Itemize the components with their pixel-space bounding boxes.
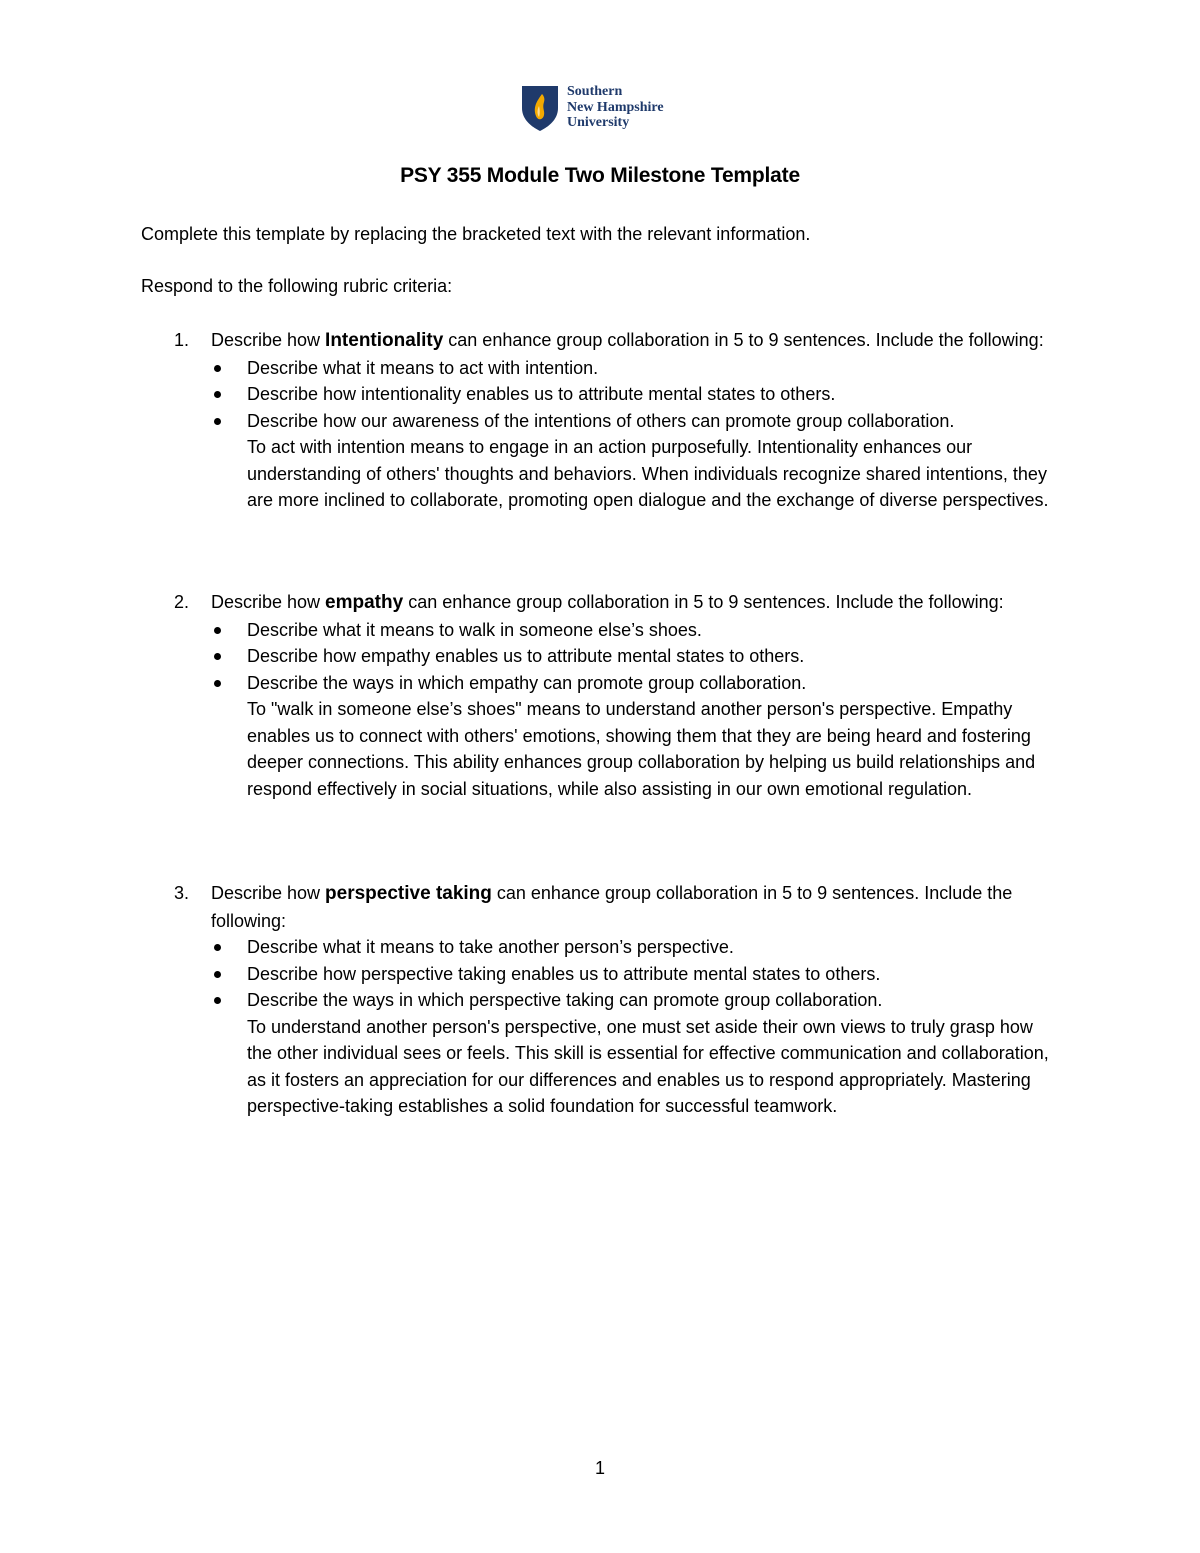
list-item: Describe what it means to walk in someone else’s shoes. [247, 617, 1061, 644]
bullet-icon [214, 944, 221, 951]
question-number: 2. [174, 592, 190, 612]
question-number: 1. [174, 330, 190, 350]
answer-text: To understand another person's perspective, one must set aside their own views to truly grasp how the other individual sees or feels. This skill is essential for effective communication and collaboration, as it fosters an appreciation for our differences and enables us to respond appropriately. Mastering perspective-taking establishes a solid foundation for successful teamwork. [247, 1016, 1049, 1116]
list-item: Describe how perspective taking enables us to attribute mental states to others. [247, 961, 1061, 988]
bullet-list [141, 934, 1061, 1014]
question-prompt: Describe how empathy can enhance group collaboration in 5 to 9 sentences. Include the following: [211, 592, 1004, 613]
list-item: Describe what it means to act with intention. [247, 355, 1061, 382]
question-2 [141, 589, 1061, 802]
logo-line-2: New Hampshire [567, 99, 664, 115]
question-prompt: Describe how Intentionality can enhance group collaboration in 5 to 9 sentences. Include the following: [211, 330, 1044, 351]
list-item: Describe the ways in which perspective taking can promote group collaboration. [247, 987, 1061, 1014]
bullet-icon [214, 391, 221, 398]
bullet-icon [214, 653, 221, 660]
bullet-icon [214, 627, 221, 634]
university-logo [520, 84, 690, 134]
bullet-icon [214, 971, 221, 978]
bullet-list [141, 355, 1061, 435]
bullet-icon [214, 418, 221, 425]
logo-line-3: University [567, 115, 630, 130]
page-number: 1 [594, 1458, 605, 1478]
bullet-list [141, 617, 1061, 697]
list-item: Describe how empathy enables us to attribute mental states to others. [247, 643, 1061, 670]
question-number: 3. [174, 883, 190, 903]
list-item: Describe the ways in which empathy can promote group collaboration. [247, 670, 1061, 697]
bullet-icon [214, 680, 221, 687]
question-keyword: empathy [325, 592, 404, 613]
logo-wordmark [567, 84, 664, 131]
logo-line-1: Southern [567, 84, 623, 99]
bullet-icon [214, 365, 221, 372]
question-keyword: Intentionality [325, 330, 444, 351]
shield-flame-icon [520, 84, 560, 132]
bullet-icon [214, 997, 221, 1004]
answer-text: To "walk in someone else’s shoes" means to understand another person's perspective. Empathy enables us to connect with others' emotions, showing them that they are being heard and fostering deeper connections. This ability enhances group collaboration by helping us build relationships and respond effectively in social situations, while also assisting in our own emotional regulation. [247, 699, 1036, 799]
question-keyword: perspective taking [325, 883, 492, 904]
list-item: Describe how our awareness of the intentions of others can promote group collaboration. [247, 408, 1061, 435]
question-3 [141, 880, 1061, 1120]
instruction-paragraph: Respond to the following rubric criteria: [141, 276, 453, 296]
question-1 [141, 327, 1061, 514]
question-prompt: Describe how perspective taking can enhance group collaboration in 5 to 9 sentences. Include the following: [211, 883, 1013, 931]
answer-text: To act with intention means to engage in an action purposefully. Intentionality enhances our understanding of others' thoughts and behaviors. When individuals recognize shared intentions, they are more inclined to collaborate, promoting open dialogue and the exchange of diverse perspectives. [247, 437, 1049, 510]
list-item: Describe what it means to take another person’s perspective. [247, 934, 1061, 961]
document-title: PSY 355 Module Two Milestone Template [400, 164, 800, 187]
intro-paragraph: Complete this template by replacing the bracketed text with the relevant information. [141, 224, 811, 244]
list-item: Describe how intentionality enables us to attribute mental states to others. [247, 381, 1061, 408]
